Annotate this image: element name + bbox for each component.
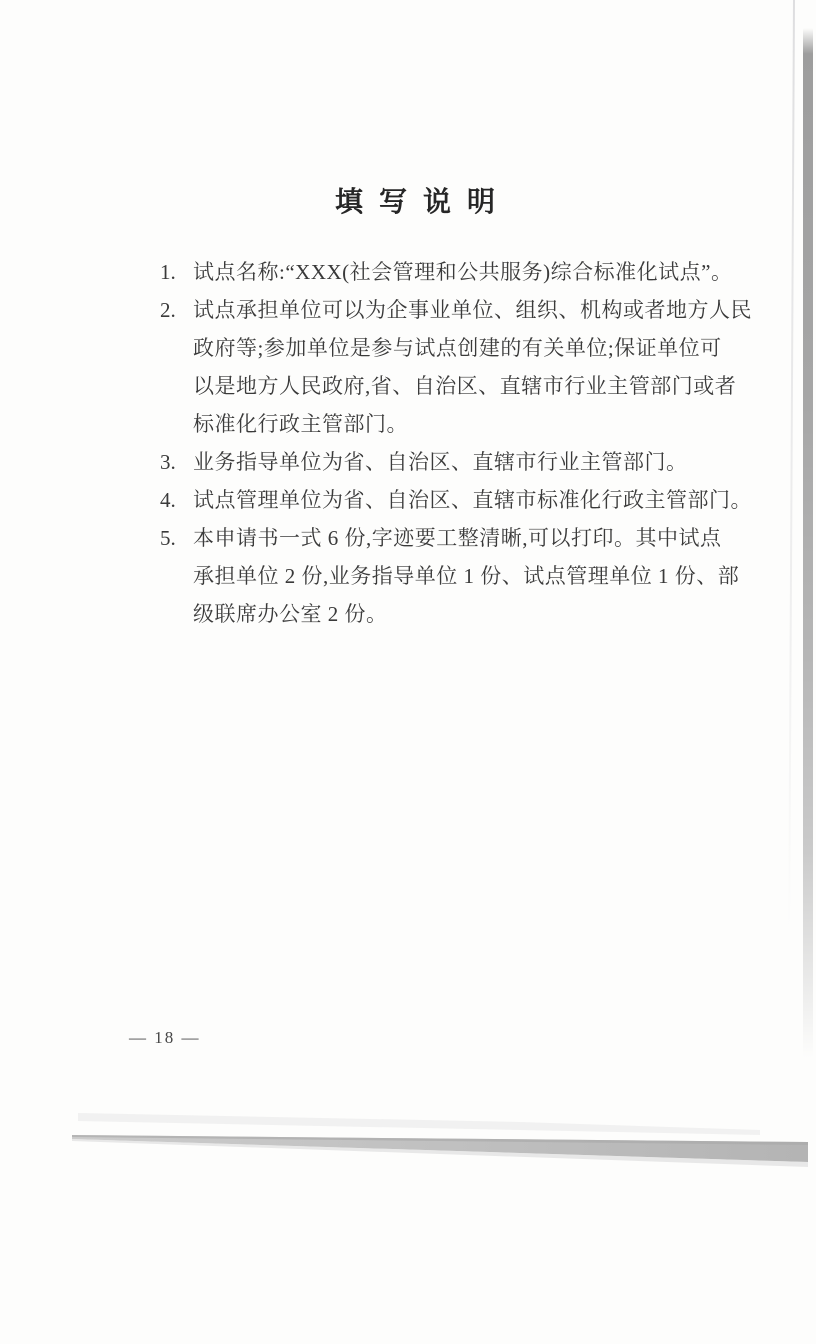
page-bottom-edge-shadow: [0, 1090, 816, 1180]
instruction-line: 标准化行政主管部门。: [193, 412, 408, 436]
instruction-item-2: [160, 291, 760, 443]
item-lines: [193, 519, 760, 633]
item-lines: [193, 253, 760, 291]
item-lines: [193, 291, 760, 443]
instruction-list: [160, 253, 760, 633]
scanner-edge-strip: [803, 28, 813, 1058]
instruction-item-3: [160, 443, 760, 481]
instruction-line: 以是地方人民政府,省、自治区、直辖市行业主管部门或者: [193, 374, 737, 398]
instruction-line: 政府等;参加单位是参与试点创建的有关单位;保证单位可: [193, 336, 722, 360]
page-title: 填写说明: [334, 187, 511, 218]
item-number: 2.: [160, 298, 176, 322]
item-number: 5.: [160, 526, 176, 550]
page-number: — 18 —: [129, 1028, 201, 1047]
instruction-line: 本申请书一式 6 份,字迹要工整清晰,可以打印。其中试点: [193, 526, 722, 550]
instruction-line: 试点承担单位可以为企事业单位、组织、机构或者地方人民: [193, 298, 752, 322]
instruction-line: 业务指导单位为省、自治区、直辖市行业主管部门。: [193, 450, 688, 474]
item-number: 3.: [160, 450, 176, 474]
item-lines: [193, 481, 760, 519]
instruction-line: 试点名称:“XXX(社会管理和公共服务)综合标准化试点”。: [193, 260, 733, 284]
item-lines: [193, 443, 760, 481]
instruction-item-5: [160, 519, 760, 633]
item-number: 1.: [160, 260, 176, 284]
item-number: 4.: [160, 488, 176, 512]
instruction-line: 级联席办公室 2 份。: [193, 602, 388, 626]
instruction-item-1: [160, 253, 760, 291]
instruction-line: 承担单位 2 份,业务指导单位 1 份、试点管理单位 1 份、部: [193, 564, 740, 588]
instruction-item-4: [160, 481, 760, 519]
instruction-line: 试点管理单位为省、自治区、直辖市标准化行政主管部门。: [193, 488, 752, 512]
